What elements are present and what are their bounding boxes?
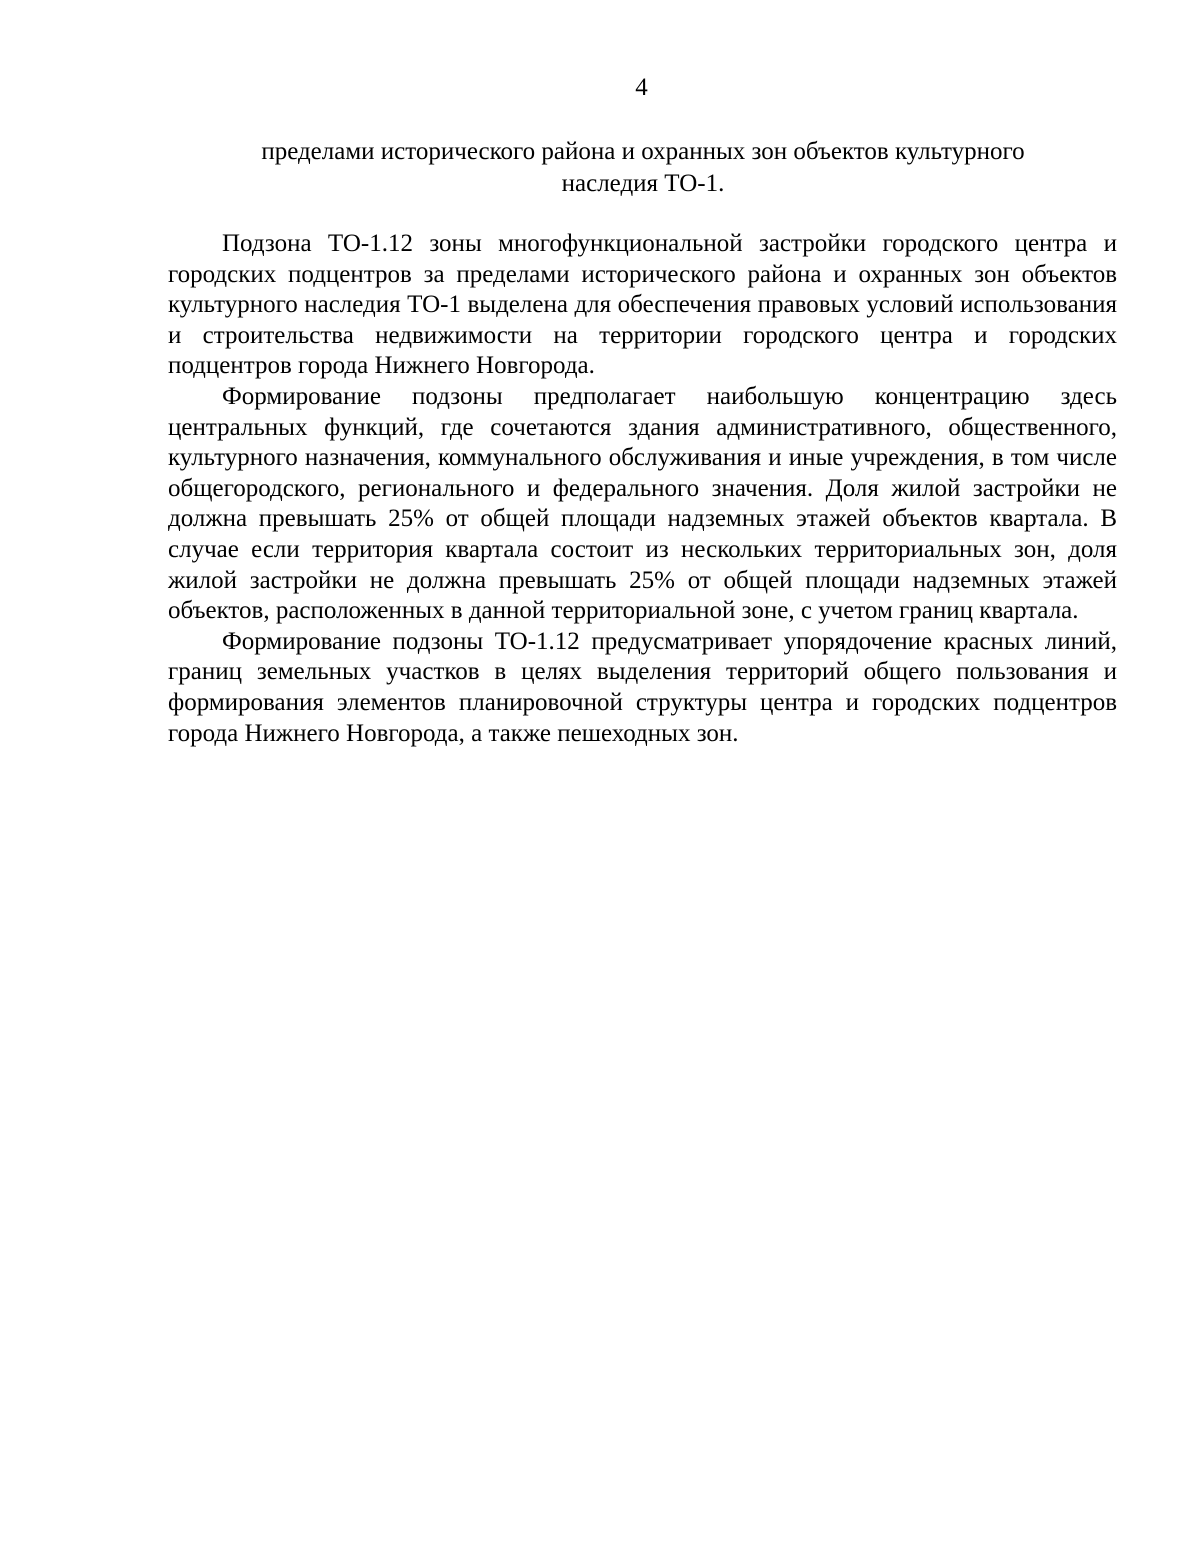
section-heading <box>170 136 1116 200</box>
paragraph-subzone-purpose: Подзона ТО-1.12 зоны многофункциональной застройки городского центра и городских подцентров за пределами исторического района и охранных зон объектов культурного наследия ТО-1 выделена для обеспечения правовых условий использования и строительства недвижимости на территории городского центра и городских подцентров города Нижнего Новгорода. <box>168 230 1117 380</box>
paragraph-subzone-functions: Формирование подзоны предполагает наибольшую концентрацию здесь центральных функций, где сочетаются здания административного, общественного, культурного назначения, коммунального обслуживания и иные учреждения, в том числе общегородского, регионального и федерального значения. Доля жилой застройки не должна превышать 25% от общей площади надземных этажей объектов квартала. В случае если территория квартала состоит из нескольких территориальных зон, доля жилой застройки не должна превышать 25% от общей площади надземных этажей объектов, расположенных в данной территориальной зоне, с учетом границ квартала. <box>168 382 1117 625</box>
section-heading-line-1: пределами исторического района и охранных зон объектов культурного <box>261 138 1025 165</box>
paragraph-subzone-planning: Формирование подзоны ТО-1.12 предусматривает упорядочение красных линий, границ земельных участков в целях выделения территорий общего пользования и формирования элементов планировочной структуры центра и городских подцентров города Нижнего Новгорода, а также пешеходных зон. <box>168 627 1117 747</box>
body-text <box>168 229 1117 749</box>
section-heading-line-2: наследия ТО-1. <box>561 170 725 197</box>
page-number: 4 <box>635 74 648 101</box>
